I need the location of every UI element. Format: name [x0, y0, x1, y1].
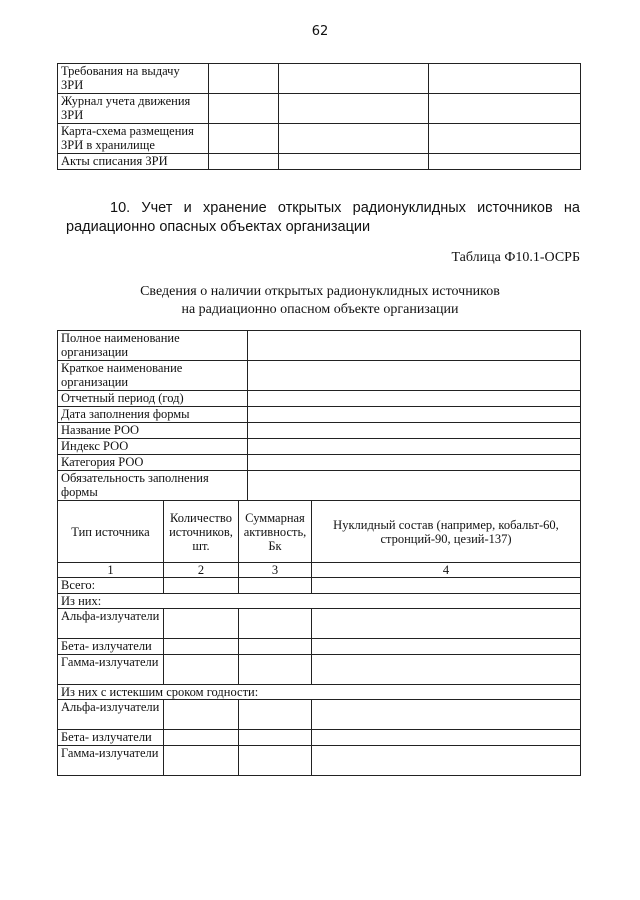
- table-cell: [279, 154, 429, 170]
- row-label: Бета- излучатели: [58, 639, 164, 655]
- value-cell: [248, 455, 581, 471]
- row-label: Карта-схема размещения ЗРИ в хранилище: [58, 124, 209, 154]
- column-header-activity: Суммарная активность, Бк: [239, 501, 312, 563]
- group-row: [58, 685, 581, 700]
- table-row: [58, 154, 581, 170]
- table-row: [58, 361, 581, 391]
- table-row: [58, 423, 581, 439]
- table-row: [58, 331, 581, 361]
- table-header-row: [58, 501, 581, 563]
- section-heading: 10. Учет и хранение открытых радионуклидных источников на радиационно опасных объектах организации: [66, 200, 580, 235]
- row-label: Категория РОО: [58, 455, 248, 471]
- row-label: Акты списания ЗРИ: [58, 154, 209, 170]
- form-caption-line: на радиационно опасном объекте организации: [181, 302, 459, 317]
- storage-documents-table: [57, 63, 581, 170]
- table-cell: [312, 578, 581, 594]
- table-cell: [279, 64, 429, 94]
- table-cell: [164, 700, 239, 730]
- form-caption: [70, 283, 570, 319]
- table-cell: [312, 746, 581, 776]
- table-row: [58, 578, 581, 594]
- table-cell: [312, 639, 581, 655]
- column-number-row: [58, 563, 581, 578]
- table-cell: [164, 655, 239, 685]
- table-row: [58, 407, 581, 423]
- row-label: Альфа-излучатели: [58, 609, 164, 639]
- table-row: [58, 64, 581, 94]
- table-cell: [429, 154, 581, 170]
- table-row: [58, 471, 581, 501]
- table-row: [58, 455, 581, 471]
- form-caption-line: Сведения о наличии открытых радионуклидных источников: [140, 284, 500, 299]
- table-cell: [164, 730, 239, 746]
- table-cell: [429, 124, 581, 154]
- column-header-count: Количество источников, шт.: [164, 501, 239, 563]
- table-row: [58, 746, 581, 776]
- row-label: Бета- излучатели: [58, 730, 164, 746]
- table-cell: [209, 94, 279, 124]
- table-cell: [312, 655, 581, 685]
- table-cell: [279, 124, 429, 154]
- value-cell: [248, 391, 581, 407]
- table-cell: [239, 578, 312, 594]
- table-row: [58, 730, 581, 746]
- row-label: Дата заполнения формы: [58, 407, 248, 423]
- value-cell: [248, 361, 581, 391]
- table-cell: [164, 639, 239, 655]
- table-cell: [239, 700, 312, 730]
- table-cell: [239, 639, 312, 655]
- table-row: [58, 655, 581, 685]
- table-cell: [164, 578, 239, 594]
- column-number: 1: [58, 563, 164, 578]
- table-cell: [312, 609, 581, 639]
- row-label: Отчетный период (год): [58, 391, 248, 407]
- value-cell: [248, 439, 581, 455]
- table-row: [58, 609, 581, 639]
- table-cell: [279, 94, 429, 124]
- group-row: [58, 594, 581, 609]
- value-cell: [248, 331, 581, 361]
- row-label: Гамма-излучатели: [58, 655, 164, 685]
- table-cell: [312, 700, 581, 730]
- table-row: [58, 639, 581, 655]
- row-label: Индекс РОО: [58, 439, 248, 455]
- group-label: Из них:: [58, 594, 581, 609]
- table-cell: [239, 655, 312, 685]
- sources-table: [57, 500, 581, 776]
- table-row: [58, 700, 581, 730]
- organization-info-table: [57, 330, 581, 501]
- row-label: Краткое наименование организации: [58, 361, 248, 391]
- table-cell: [164, 609, 239, 639]
- row-label: Обязательность заполнения формы: [58, 471, 248, 501]
- table-cell: [209, 64, 279, 94]
- table-cell: [239, 609, 312, 639]
- table-cell: [429, 94, 581, 124]
- table-number: Таблица Ф10.1-ОСРБ: [451, 250, 580, 265]
- table-cell: [164, 746, 239, 776]
- table-cell: [429, 64, 581, 94]
- value-cell: [248, 423, 581, 439]
- table-row: [58, 94, 581, 124]
- value-cell: [248, 471, 581, 501]
- row-label: Название РОО: [58, 423, 248, 439]
- row-label: Всего:: [58, 578, 164, 594]
- table-row: [58, 391, 581, 407]
- table-cell: [209, 124, 279, 154]
- page-number: 62: [311, 24, 329, 39]
- table-cell: [312, 730, 581, 746]
- column-number: 2: [164, 563, 239, 578]
- column-number: 4: [312, 563, 581, 578]
- table-cell: [239, 730, 312, 746]
- group-label: Из них с истекшим сроком годности:: [58, 685, 581, 700]
- table-cell: [209, 154, 279, 170]
- row-label: Альфа-излучатели: [58, 700, 164, 730]
- row-label: Требования на выдачу ЗРИ: [58, 64, 209, 94]
- table-row: [58, 439, 581, 455]
- row-label: Журнал учета движения ЗРИ: [58, 94, 209, 124]
- table-cell: [239, 746, 312, 776]
- value-cell: [248, 407, 581, 423]
- column-number: 3: [239, 563, 312, 578]
- row-label: Гамма-излучатели: [58, 746, 164, 776]
- column-header-nuclide-composition: Нуклидный состав (например, кобальт-60, стронций-90, цезий-137): [312, 501, 581, 563]
- row-label: Полное наименование организации: [58, 331, 248, 361]
- column-header-source-type: Тип источника: [58, 501, 164, 563]
- table-row: [58, 124, 581, 154]
